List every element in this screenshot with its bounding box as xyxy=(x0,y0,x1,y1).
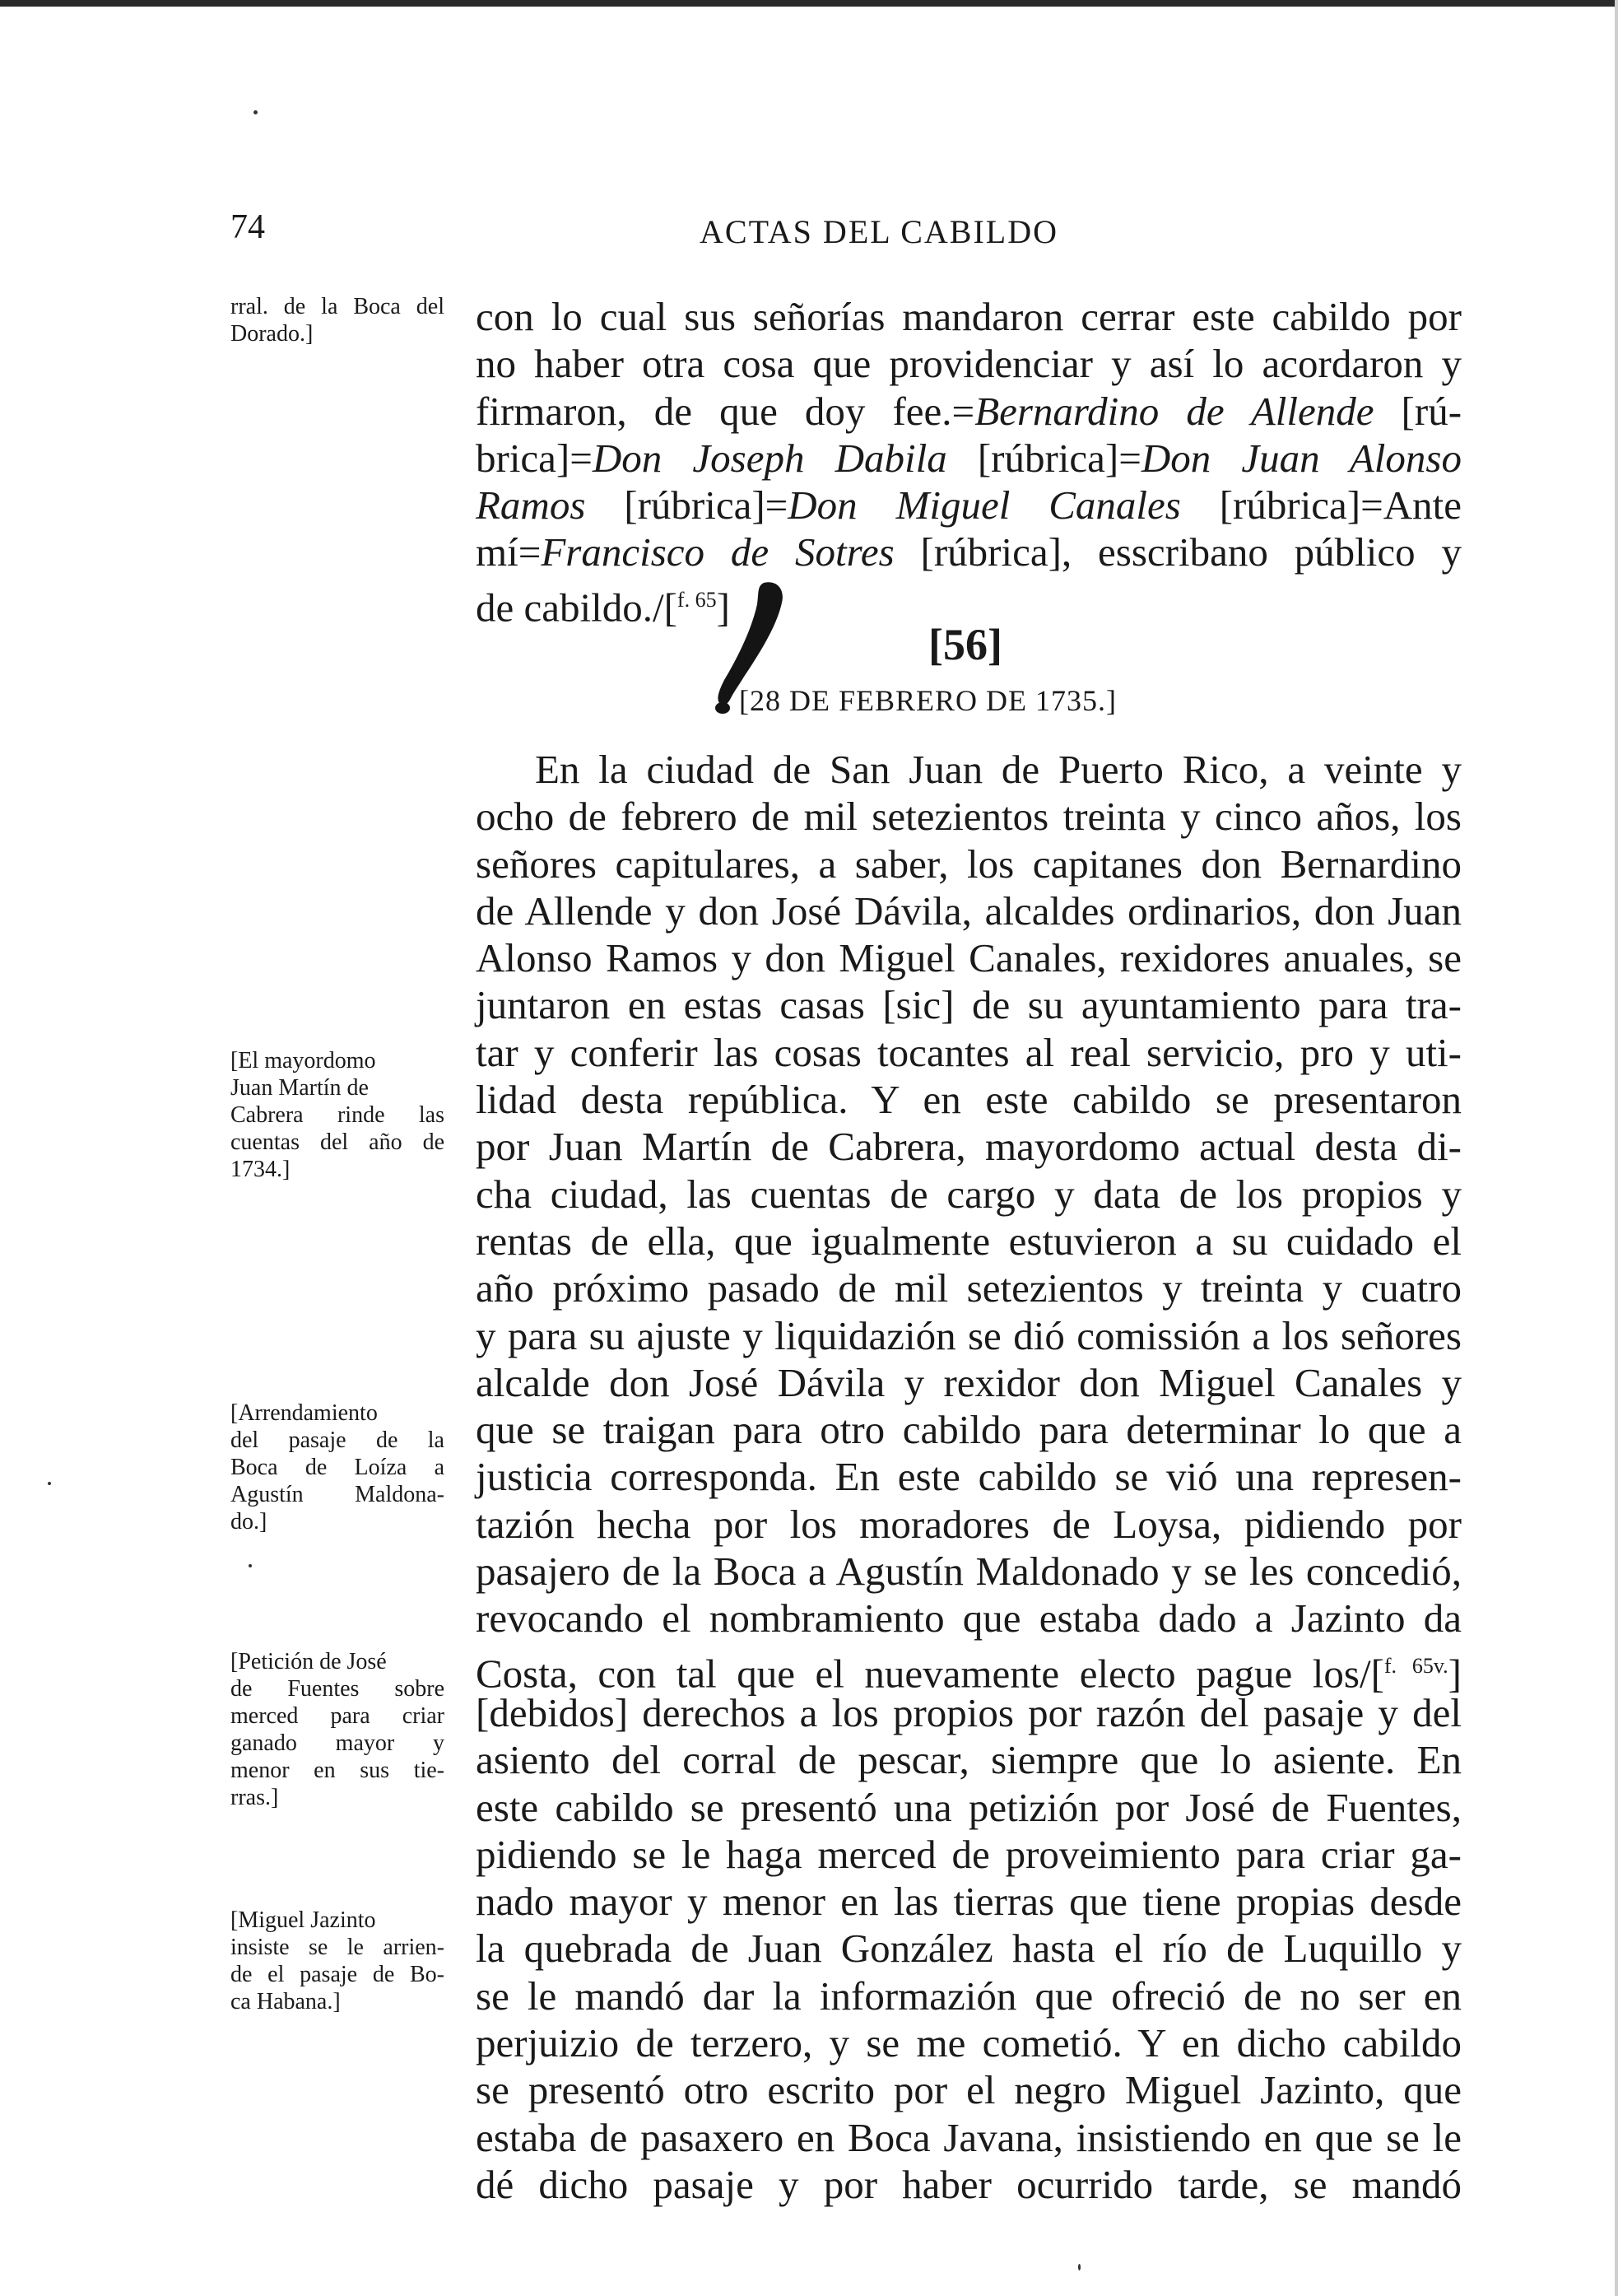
margin-note-line: [Miguel Jazinto xyxy=(230,1907,376,1933)
margin-note-line: [Petición de José xyxy=(230,1649,387,1674)
text-line: ocho de febrero de mil setezientos treinta y cinco años, los xyxy=(476,794,1462,840)
text-line: señores capitulares, a saber, los capitanes don Bernardino xyxy=(476,841,1462,887)
text-line: revocando el nombramiento que estaba dado a Jazinto da xyxy=(476,1595,1462,1642)
margin-note-line: [Arrendamiento xyxy=(230,1400,378,1426)
speck xyxy=(249,1564,252,1567)
text-line: asiento del corral de pescar, siempre que lo asiente. En xyxy=(476,1737,1462,1783)
text-line: tar y conferir las cosas tocantes al real servicio, pro y uti- xyxy=(476,1029,1462,1075)
text-line: lidad desta república. Y en este cabildo se presentaron xyxy=(476,1077,1462,1123)
top-edge-rule xyxy=(0,0,1618,7)
text-line: Ramos [rúbrica]=Don Miguel Canales [rúbrica]=Ante xyxy=(476,482,1462,529)
text-line: este cabildo se presentó una petizión por José de Fuentes, xyxy=(476,1784,1462,1830)
margin-note-line: Agustín Maldona- xyxy=(230,1482,444,1507)
text-line: y para su ajuste y liquidazión se dió comissión a los señores xyxy=(476,1312,1462,1358)
page-number: 74 xyxy=(230,208,265,246)
margin-note-line: de Fuentes sobre xyxy=(230,1676,444,1702)
text-line: brica]=Don Joseph Dabila [rúbrica]=Don Juan Alonso xyxy=(476,435,1462,481)
margin-note-mayordomo xyxy=(230,1047,444,1183)
text-line: año próximo pasado de mil setezientos y treinta y cuatro xyxy=(476,1265,1462,1311)
text-line: juntaron en estas casas [sic] de su ayuntamiento para tra- xyxy=(476,982,1462,1028)
text-line: Alonso Ramos y don Miguel Canales, rexidores anuales, se xyxy=(476,935,1462,981)
text-line: de cabildo./[$^{f. 65}$] xyxy=(476,584,730,631)
margin-note-arrendamiento xyxy=(230,1399,444,1535)
margin-note-line: menor en sus tie- xyxy=(230,1758,444,1783)
right-edge-shadow xyxy=(1615,0,1618,2296)
margin-note-line: Juan Martín de xyxy=(230,1075,369,1101)
text-line: En la ciudad de San Juan de Puerto Rico, a veinte y xyxy=(535,747,1462,792)
text-line: Costa, con tal que el nuevamente electo pague los/[$^{f. 65v.}$] xyxy=(476,1650,1462,1696)
text-line: con lo cual sus señorías mandaron cerrar este cabildo por xyxy=(476,294,1462,339)
folio-marker: f. 65v. xyxy=(1383,1653,1448,1678)
margin-note-line: [El mayordomo xyxy=(230,1048,376,1073)
margin-note-line: Cabrera rinde las xyxy=(230,1102,444,1128)
margin-note-line: ganado mayor y xyxy=(230,1730,444,1756)
text-line: tazión hecha por los moradores de Loysa, pidiendo por xyxy=(476,1501,1462,1547)
text-line: alcalde don José Dávila y rexidor don Miguel Canales y xyxy=(476,1359,1462,1405)
section-number: [56] xyxy=(928,620,1002,669)
text-line: justicia corresponda. En este cabildo se vió una represen- xyxy=(476,1454,1462,1500)
text-line: mí=Francisco de Sotres [rúbrica], esscribano público y xyxy=(476,529,1462,575)
text-line: la quebrada de Juan González hasta el río de Luquillo y xyxy=(476,1926,1462,1972)
margin-note-line: cuentas del año de xyxy=(230,1129,444,1155)
text-line: pasajero de la Boca a Agustín Maldonado y se les concedió, xyxy=(476,1549,1462,1595)
margin-note-line: Boca de Loíza a xyxy=(230,1455,444,1480)
margin-note-line: insiste se le arrien- xyxy=(230,1935,444,1960)
text-line: nado mayor y menor en las tierras que tiene propias desde xyxy=(476,1879,1462,1925)
text-line: perjuizio de terzero, y se me cometió. Y en dicho cabildo xyxy=(476,2020,1462,2066)
margin-note-boca-del-dorado xyxy=(230,293,444,347)
margin-note-line: de el pasaje de Bo- xyxy=(230,1962,444,1987)
text-line: dé dicho pasaje y por haber ocurrido tarde, se mandó xyxy=(476,2161,1462,2207)
text-line: que se traigan para otro cabildo para determinar lo que a xyxy=(476,1407,1462,1453)
paragraph-closing-acta-55 xyxy=(476,293,1462,631)
paragraph-acta-56 xyxy=(476,746,1462,2208)
text-line: pidiendo se le haga merced de proveimiento para criar ga- xyxy=(476,1831,1462,1877)
speck xyxy=(1078,2264,1081,2270)
margin-note-line: Dorado.] xyxy=(230,321,314,347)
text-line: por Juan Martín de Cabrera, mayordomo actual desta di- xyxy=(476,1124,1462,1170)
text-line: cha ciudad, las cuentas de cargo y data de los propios y xyxy=(476,1171,1462,1217)
text-line: [debidos] derechos a los propios por razón del pasaje y del xyxy=(476,1689,1462,1735)
section-date: [28 DE FEBRERO DE 1735.] xyxy=(739,684,1117,717)
speck xyxy=(253,110,258,114)
running-head: ACTAS DEL CABILDO xyxy=(700,213,1058,250)
text-line: se le mandó dar la informazión que ofreció de no ser en xyxy=(476,1972,1462,2019)
margin-note-line: do.] xyxy=(230,1509,267,1535)
text-line: estaba de pasaxero en Boca Javana, insistiendo en que se le xyxy=(476,2114,1462,2160)
margin-note-line: merced para criar xyxy=(230,1703,444,1729)
margin-note-line: ca Habana.] xyxy=(230,1989,341,2014)
text-line: rentas de ella, que igualmente estuvieron a su cuidado el xyxy=(476,1218,1462,1264)
margin-note-peticion-fuentes xyxy=(230,1648,444,1811)
margin-note-miguel-jazinto xyxy=(230,1907,444,2015)
text-line: se presentó otro escrito por el negro Miguel Jazinto, que xyxy=(476,2067,1462,2113)
margin-note-line: rras.] xyxy=(230,1785,279,1810)
text-line: de Allende y don José Dávila, alcaldes ordinarios, don Juan xyxy=(476,887,1462,934)
margin-note-line: del pasaje de la xyxy=(230,1427,444,1453)
margin-note-line: 1734.] xyxy=(230,1157,291,1182)
text-line: no haber otra cosa que providenciar y así lo acordaron y xyxy=(476,341,1462,387)
margin-note-line: rral. de la Boca del xyxy=(230,294,444,319)
text-line: firmaron, de que doy fee.=Bernardino de Allende [rú- xyxy=(476,388,1462,434)
speck xyxy=(48,1482,51,1485)
folio-marker: f. 65 xyxy=(676,587,717,612)
